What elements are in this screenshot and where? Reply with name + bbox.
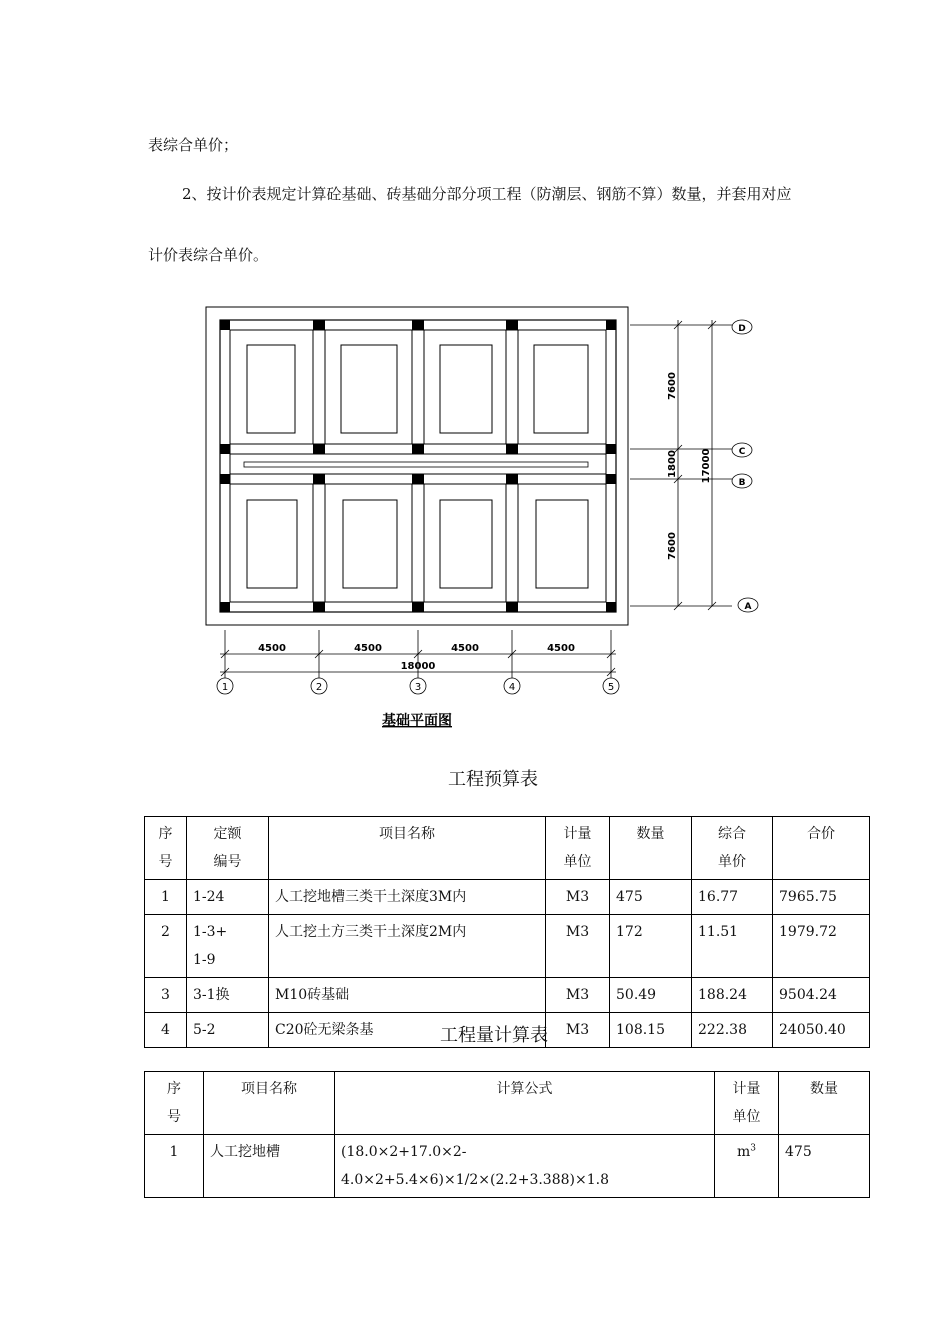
dim-right-3: 7600 xyxy=(667,532,678,560)
cell-unit: M3 xyxy=(546,915,610,978)
header-seq: 序 号 xyxy=(145,817,187,880)
dim-bottom-2: 4500 xyxy=(354,643,382,654)
cell-qty: 108.15 xyxy=(610,1013,692,1048)
axis-label-A: A xyxy=(744,602,752,612)
calc-table xyxy=(144,1071,870,1198)
table-row xyxy=(145,880,870,915)
cell-code: 3-1换 xyxy=(187,978,269,1013)
dim-bottom-1: 4500 xyxy=(258,643,286,654)
budget-table xyxy=(144,816,870,1048)
cell-formula: (18.0×2+17.0×2- 4.0×2+5.4×6)×1/2×(2.2+3.388)×1.8 xyxy=(335,1135,715,1198)
cell-total: 1979.72 xyxy=(773,915,870,978)
header-name: 项目名称 xyxy=(269,817,546,880)
dim-right-2: 1800 xyxy=(667,450,678,478)
header-qty: 数量 xyxy=(779,1072,870,1135)
cell-name: 人工挖土方三类干土深度2M内 xyxy=(269,915,546,978)
cell-name: C20砼无梁条基 xyxy=(269,1013,546,1048)
dim-bottom-total: 18000 xyxy=(400,661,436,672)
dim-bottom-4: 4500 xyxy=(547,643,575,654)
cell-price: 16.77 xyxy=(692,880,773,915)
cell-qty: 475 xyxy=(779,1135,870,1198)
axis-label-1: 1 xyxy=(221,682,229,693)
axis-label-4: 4 xyxy=(508,682,516,693)
table-row xyxy=(145,915,870,978)
header-total: 合价 xyxy=(773,817,870,880)
foundation-plan-drawing xyxy=(200,300,780,740)
header-unit: 计量 单位 xyxy=(715,1072,779,1135)
cell-price: 188.24 xyxy=(692,978,773,1013)
cell-name: M10砖基础 xyxy=(269,978,546,1013)
cell-unit: M3 xyxy=(546,1013,610,1048)
dim-bottom-3: 4500 xyxy=(451,643,479,654)
header-formula: 计算公式 xyxy=(335,1072,715,1135)
calc-table-title: 工程量计算表 xyxy=(440,1025,548,1046)
table-row xyxy=(145,978,870,1013)
table-header-row xyxy=(145,1072,870,1135)
cell-total: 7965.75 xyxy=(773,880,870,915)
axis-label-C: C xyxy=(738,447,746,457)
header-name: 项目名称 xyxy=(204,1072,335,1135)
cell-name: 人工挖地槽 xyxy=(204,1135,335,1198)
cell-seq: 3 xyxy=(145,978,187,1013)
header-code: 定额 编号 xyxy=(187,817,269,880)
cell-seq: 4 xyxy=(145,1013,187,1048)
cell-unit: $m^3$ xyxy=(715,1135,779,1198)
cell-name: 人工挖地槽三类干土深度3M内 xyxy=(269,880,546,915)
dim-right-1: 7600 xyxy=(667,372,678,400)
cell-seq: 2 xyxy=(145,915,187,978)
axis-label-B: B xyxy=(738,478,746,488)
axis-label-5: 5 xyxy=(607,682,615,693)
cell-qty: 475 xyxy=(610,880,692,915)
cell-seq: 1 xyxy=(145,1135,204,1198)
header-qty: 数量 xyxy=(610,817,692,880)
cell-qty: 172 xyxy=(610,915,692,978)
cell-price: 11.51 xyxy=(692,915,773,978)
cell-seq: 1 xyxy=(145,880,187,915)
dim-right-total: 17000 xyxy=(701,448,712,484)
cell-total: 9504.24 xyxy=(773,978,870,1013)
axis-label-3: 3 xyxy=(414,682,422,693)
table-header-row xyxy=(145,817,870,880)
header-price: 综合 单价 xyxy=(692,817,773,880)
header-seq: 序 号 xyxy=(145,1072,204,1135)
cell-total: 24050.40 xyxy=(773,1013,870,1048)
paragraph-1: 表综合单价； xyxy=(148,136,239,154)
cell-code: 1-3+ 1-9 xyxy=(187,915,269,978)
header-unit: 计量 单位 xyxy=(546,817,610,880)
cell-code: 1-24 xyxy=(187,880,269,915)
table-row xyxy=(145,1135,870,1198)
paragraph-3: 计价表综合单价。 xyxy=(148,246,269,264)
cell-price: 222.38 xyxy=(692,1013,773,1048)
axis-label-D: D xyxy=(738,324,746,334)
paragraph-2: 2、按计价表规定计算砼基础、砖基础分部分项工程（防潮层、钢筋不算）数量，并套用对应 xyxy=(182,185,792,203)
cell-unit: M3 xyxy=(546,880,610,915)
cell-unit: M3 xyxy=(546,978,610,1013)
plan-caption: 基础平面图 xyxy=(382,713,452,729)
cell-qty: 50.49 xyxy=(610,978,692,1013)
axis-label-2: 2 xyxy=(315,682,323,693)
cell-code: 5-2 xyxy=(187,1013,269,1048)
budget-table-title: 工程预算表 xyxy=(448,769,538,790)
